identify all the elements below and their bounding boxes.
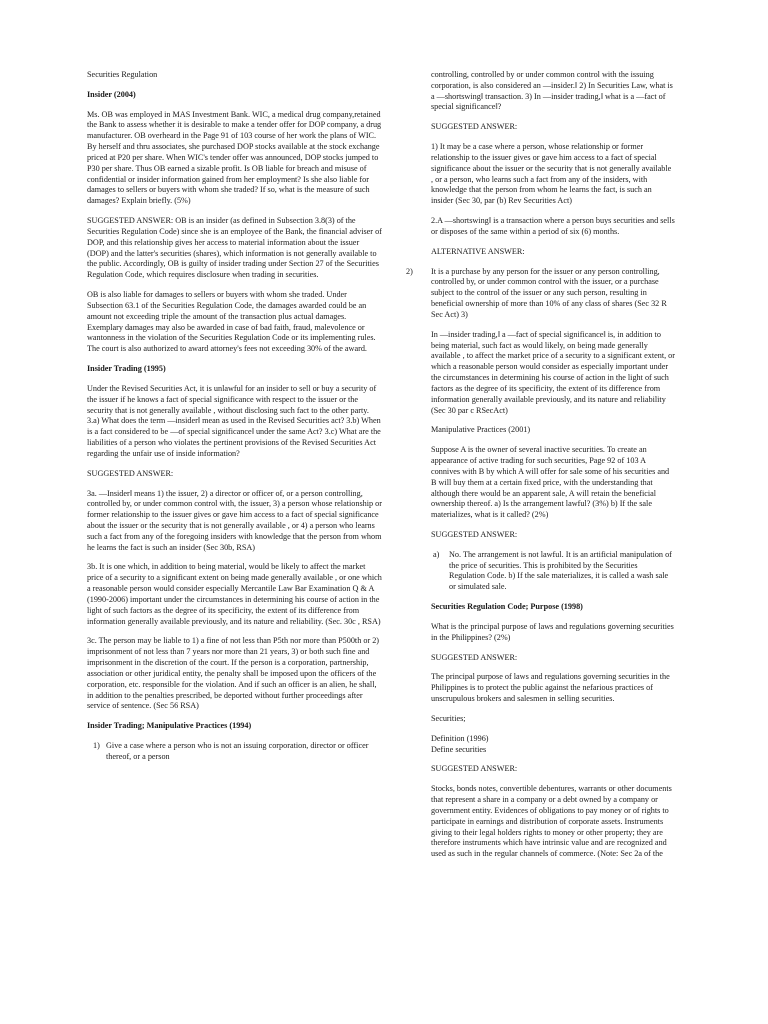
heading-insider-trading-1994: Insider Trading; Manipulative Practices (1994) — [87, 721, 252, 731]
heading-insider-2004: Insider (2004) — [87, 89, 136, 99]
question-1998: What is the principal purpose of laws and regulations governing securities in the Philippines? (2%) — [431, 621, 674, 642]
answer-1996: Stocks, bonds notes, convertible debentures, warrants or other documents that represent a share in a company or a debt owned by a company or government entity. Evidences of obligations to pay money or of rights to participate in earnings and distribution of corporate assets. Instruments giving to their legal holders rights to money or other property; they are therefore instruments which have intrinsic value and are recognized and used as such in the regular channels of commerce. (Note: Sec 2a of the — [431, 784, 672, 859]
alternative-answer-text: It is a purchase by any person for the issuer or any person controlling, controlled by, or under common control with the issuer, or a purchase subject to the control of the issuer or any such person, resulting in beneficial ownership of more than 10% of any class of shares (Sec 32 R Sec Act) 3) — [431, 266, 667, 319]
suggested-answer-1996-label: SUGGESTED ANSWER: — [431, 764, 518, 774]
answer-3b: 3b. It is one which, in addition to being material, would be likely to affect the market price of a security to a significant extent on being made generally available , or one which a reasonable person would consider especially Mercantile Law Bar Examination Q & A (1990-2006) important under the circumstances in determining his course of action in the light of such factors as the degree of its specificity, the extent of its difference from information generally available previously, and its nature and reliability. (Sec. 30c , RSA) — [87, 562, 382, 626]
question-1994-continued: controlling, controlled by or under common control with the issuing corporation, is also considered an ―insider.‖ 2) In Securities Law, what is a ―shortswing‖ transaction. 3) In ―insider trading,‖ what is a ―fact of special significance‖? — [431, 70, 673, 112]
question-1995: Under the Revised Securities Act, it is unlawful for an insider to sell or buy a security of the issuer if he knows a fact of special significance with respect to the issuer or the security that is not generally available , without disclosing such fact to the other party. 3.a) What does the term ―insider‖ mean as used in the Revised Securities act? 3.b) When is a fact considered to be ―of special significance‖ under the same Act? 3.c) What are the liabilities of a person who violates the pertinent provisions of the Revised Securities Act regarding the unfair use of inside information? — [87, 383, 381, 458]
definition-1996-question: Define securities — [431, 744, 487, 754]
answer-1994-part-2: 2.A ―shortswing‖ is a transaction where a person buys securities and sells or disposes of the same within a period of six (6) months. — [431, 216, 675, 236]
answer-3a: 3a. ―Insider‖ means 1) the issuer, 2) a director or officer of, or a person controlling, controlled by, or under common control with, the issuer, 3) a person whose relationship or former relationship to the issuer gives or gave him access to a fact of special significance about the issuer or the security that is not generally available , or 4) a person who learns such a fact from any of the foregoing insiders with knowledge that the person from whom he learns the fact is such an insider (Sec 30b, RSA) — [87, 488, 382, 552]
question-2001: Suppose A is the owner of several inactive securities. To create an appearance of active trading for such securities, Page 92 of 103 A connives with B by which A will offer for sale some of his securities and B will buy them at a certain fixed price, with the understanding that although there would be an apparent sale, A will retain the beneficial ownership thereof. a) Is the arrangement lawful? (3%) b) If the sale materializes, what is it called? (2%) — [431, 445, 670, 520]
alternative-answer-number: 2) — [406, 266, 413, 276]
answer-2001-text: No. The arrangement is not lawful. It is an artificial manipulation of the price of securities. This is prohibited by the Securities Regulation Code. b) If the sale materializes, it is called a wash sale or simulated sale. — [449, 549, 672, 592]
suggested-answer-2001-label: SUGGESTED ANSWER: — [431, 529, 518, 539]
alternative-answer-label: ALTERNATIVE ANSWER: — [431, 246, 525, 256]
securities-label: Securities; — [431, 713, 466, 723]
answer-3c: 3c. The person may be liable to 1) a fine of not less than P5th nor more than P500th or 2) imprisonment of not less than 7 years nor more than 21 years, 3) or both such fine and imprisonment in the discretion of the court. If the person is a corporation, partnership, association or other juridical entity, the penalty shall be imposed upon the officers of the corporation, etc. responsible for the violation. And if such an officer is an alien, he shall, in addition to the penalties prescribed, be deported without further proceedings after service of sentence. (Sec 56 RSA) — [87, 636, 380, 711]
alternative-answer-item — [406, 266, 675, 321]
alternative-answer-fact-significance: In ―insider trading,‖ a ―fact of special significance‖ is, in addition to being material, such fact as would likely, on being made generally available , to affect the market price of a security to a significant extent, or which a reasonable person would consider as especially important under the circumstances in determining his course of action in the light of such factors as the degree of its specificity, the extent of its difference from information generally available previously, and its nature and reliability (Sec 30 par c RSecAct) — [431, 329, 676, 415]
suggested-answer-1994-label: SUGGESTED ANSWER: — [431, 122, 518, 132]
definition-1996-heading — [431, 734, 675, 756]
question-1994 — [87, 741, 383, 763]
document-title: Securities Regulation — [87, 70, 158, 79]
answer-2001 — [431, 550, 675, 593]
answer-2001-letter: a) — [433, 549, 440, 559]
suggested-answer-1998-label: SUGGESTED ANSWER: — [431, 652, 518, 662]
question-1994-number: 1) — [93, 741, 100, 751]
answer-2004-paragraph-1: SUGGESTED ANSWER: OB is an insider (as defined in Subsection 3.8(3) of the Securities Regulation Code) since she is an employee of the Bank, the financial adviser of DOP, and this relationship gives her access to material information about the issuer (DOP) and the latter's securities (shares), which information is not generally available to the public. Accordingly, OB is guilty of insider trading under Section 27 of the Securities Regulation Code, which requires disclosure when trading in securities. — [87, 216, 382, 280]
left-column — [87, 70, 383, 763]
definition-1996-title: Definition (1996) — [431, 733, 489, 743]
answer-1998: The principal purpose of laws and regulations governing securities in the Philippines is to protect the public against the nefarious practices of unscrupulous brokers and salesmen in selling securities. — [431, 672, 670, 704]
right-column — [406, 70, 676, 869]
heading-insider-trading-1995: Insider Trading (1995) — [87, 364, 166, 374]
question-2004: Ms. OB was employed in MAS Investment Bank. WIC, a medical drug company,retained the Bank to assess whether it is desirable to make a tender offer for DOP company, a drug manufacturer. OB overheard in the Page 91 of 103 course of her work the plans of WIC. By herself and thru associates, she purchased DOP stocks available at the stock exchange priced at P20 per share. When WIC's tender offer was announced, DOP stocks jumped to P30 per share. Thus OB earned a sizable profit. Is OB liable for breach and misuse of confidential or insider information gained from her employment? Is she also liable for damages to sellers or buyers with whom she traded? If so, what is the measure of such damages? Explain briefly. (5%) — [87, 109, 382, 206]
answer-1994-part-1: 1) It may be a case where a person, whose relationship or former relationship to the issuer gives or gave him access to a fact of special significance about the issuer or the security that is not generally available , or a person, who learns such a fact from any of the insiders, with knowledge that the person from whom he learns the fact, is such an insider (Sec 30, par (b) Rev Securities Act) — [431, 142, 672, 206]
heading-manipulative-practices-2001: Manipulative Practices (2001) — [431, 425, 531, 435]
question-1994-text: Give a case where a person who is not an issuing corporation, director or officer thereof, or a person — [106, 741, 369, 761]
heading-purpose-1998: Securities Regulation Code; Purpose (1998) — [431, 602, 583, 612]
suggested-answer-label: SUGGESTED ANSWER: — [87, 468, 174, 478]
answer-2004-paragraph-2: OB is also liable for damages to sellers or buyers with whom she traded. Under Subsection 63.1 of the Securities Regulation Code, the damages awarded could be an amount not exceeding triple the amount of the transaction plus actual damages. Exemplary damages may also be awarded in case of bad faith, fraud, malevolence or wantonness in the violation of the Securities Regulation Code or its implementing rules. The court is also authorized to award attorney's fees not exceeding 30% of the award. — [87, 290, 376, 354]
